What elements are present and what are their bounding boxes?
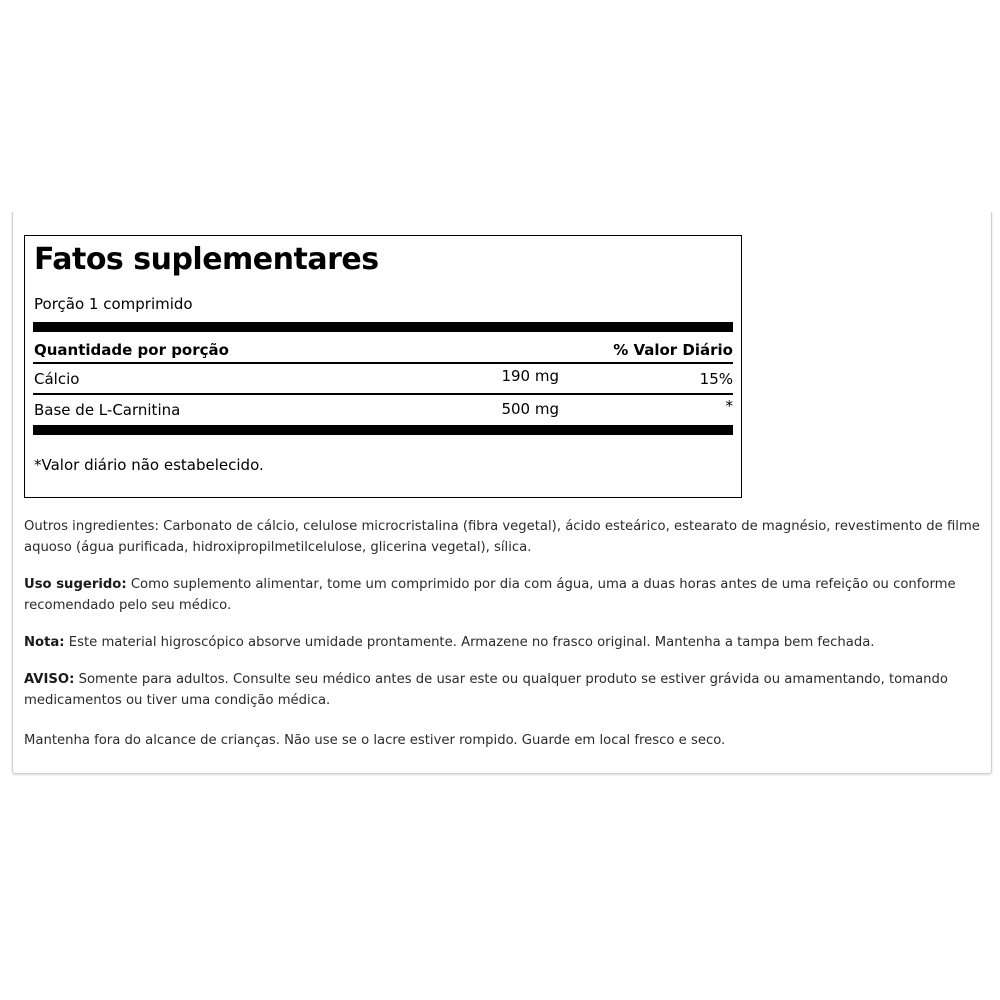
warning-label: AVISO: [24,672,75,687]
serving-size: Porção 1 comprimido [34,295,193,313]
note-paragraph [24,632,984,653]
note-text: Este material higroscópico absorve umidade prontamente. Armazene no frasco original. Mantenha a tampa bem fechada. [64,635,875,650]
thin-divider [33,393,733,395]
other-ingredients-text: Outros ingredientes: Carbonato de cálcio, celulose microcristalina (fibra vegetal), ácido esteárico, estearato de magnésio, revestimento de filme aquoso (água purificada, hidroxipropilmetilcelulose, glicerina vegetal), sílica. [24,519,980,555]
suggested-use-label: Uso sugerido: [24,577,127,592]
supplement-facts-title: Fatos suplementares [34,242,379,277]
thin-divider [33,362,733,364]
warning-paragraph [24,669,984,711]
warning-text: Somente para adultos. Consulte seu médico antes de usar este ou qualquer produto se estiver grávida ou amamentando, tomando medicamentos ou tiver uma condição médica. [24,672,948,708]
nutrient-amount-calcium: 190 mg [501,367,559,385]
keep-away-text: Mantenha fora do alcance de crianças. Não use se o lacre estiver rompido. Guarde em local fresco e seco. [24,733,726,748]
thick-divider [33,322,733,332]
note-label: Nota: [24,635,65,650]
thick-divider [33,425,733,435]
nutrient-dv-calcium: 15% [699,370,733,388]
daily-value-footnote: *Valor diário não estabelecido. [34,456,264,474]
suggested-use-text: Como suplemento alimentar, tome um comprimido por dia com água, uma a duas horas antes de uma refeição ou conforme recomendado pelo seu médico. [24,577,956,613]
amount-per-serving-header: Quantidade por porção [34,341,229,359]
nutrient-name-calcium: Cálcio [34,370,80,388]
supplement-facts-panel [24,235,742,498]
nutrient-amount-l-carnitine: 500 mg [501,400,559,418]
nutrient-dv-l-carnitine: * [725,397,733,415]
nutrient-name-l-carnitine: Base de L-Carnitina [34,401,181,419]
suggested-use-paragraph [24,574,984,616]
daily-value-header: % Valor Diário [613,341,733,359]
